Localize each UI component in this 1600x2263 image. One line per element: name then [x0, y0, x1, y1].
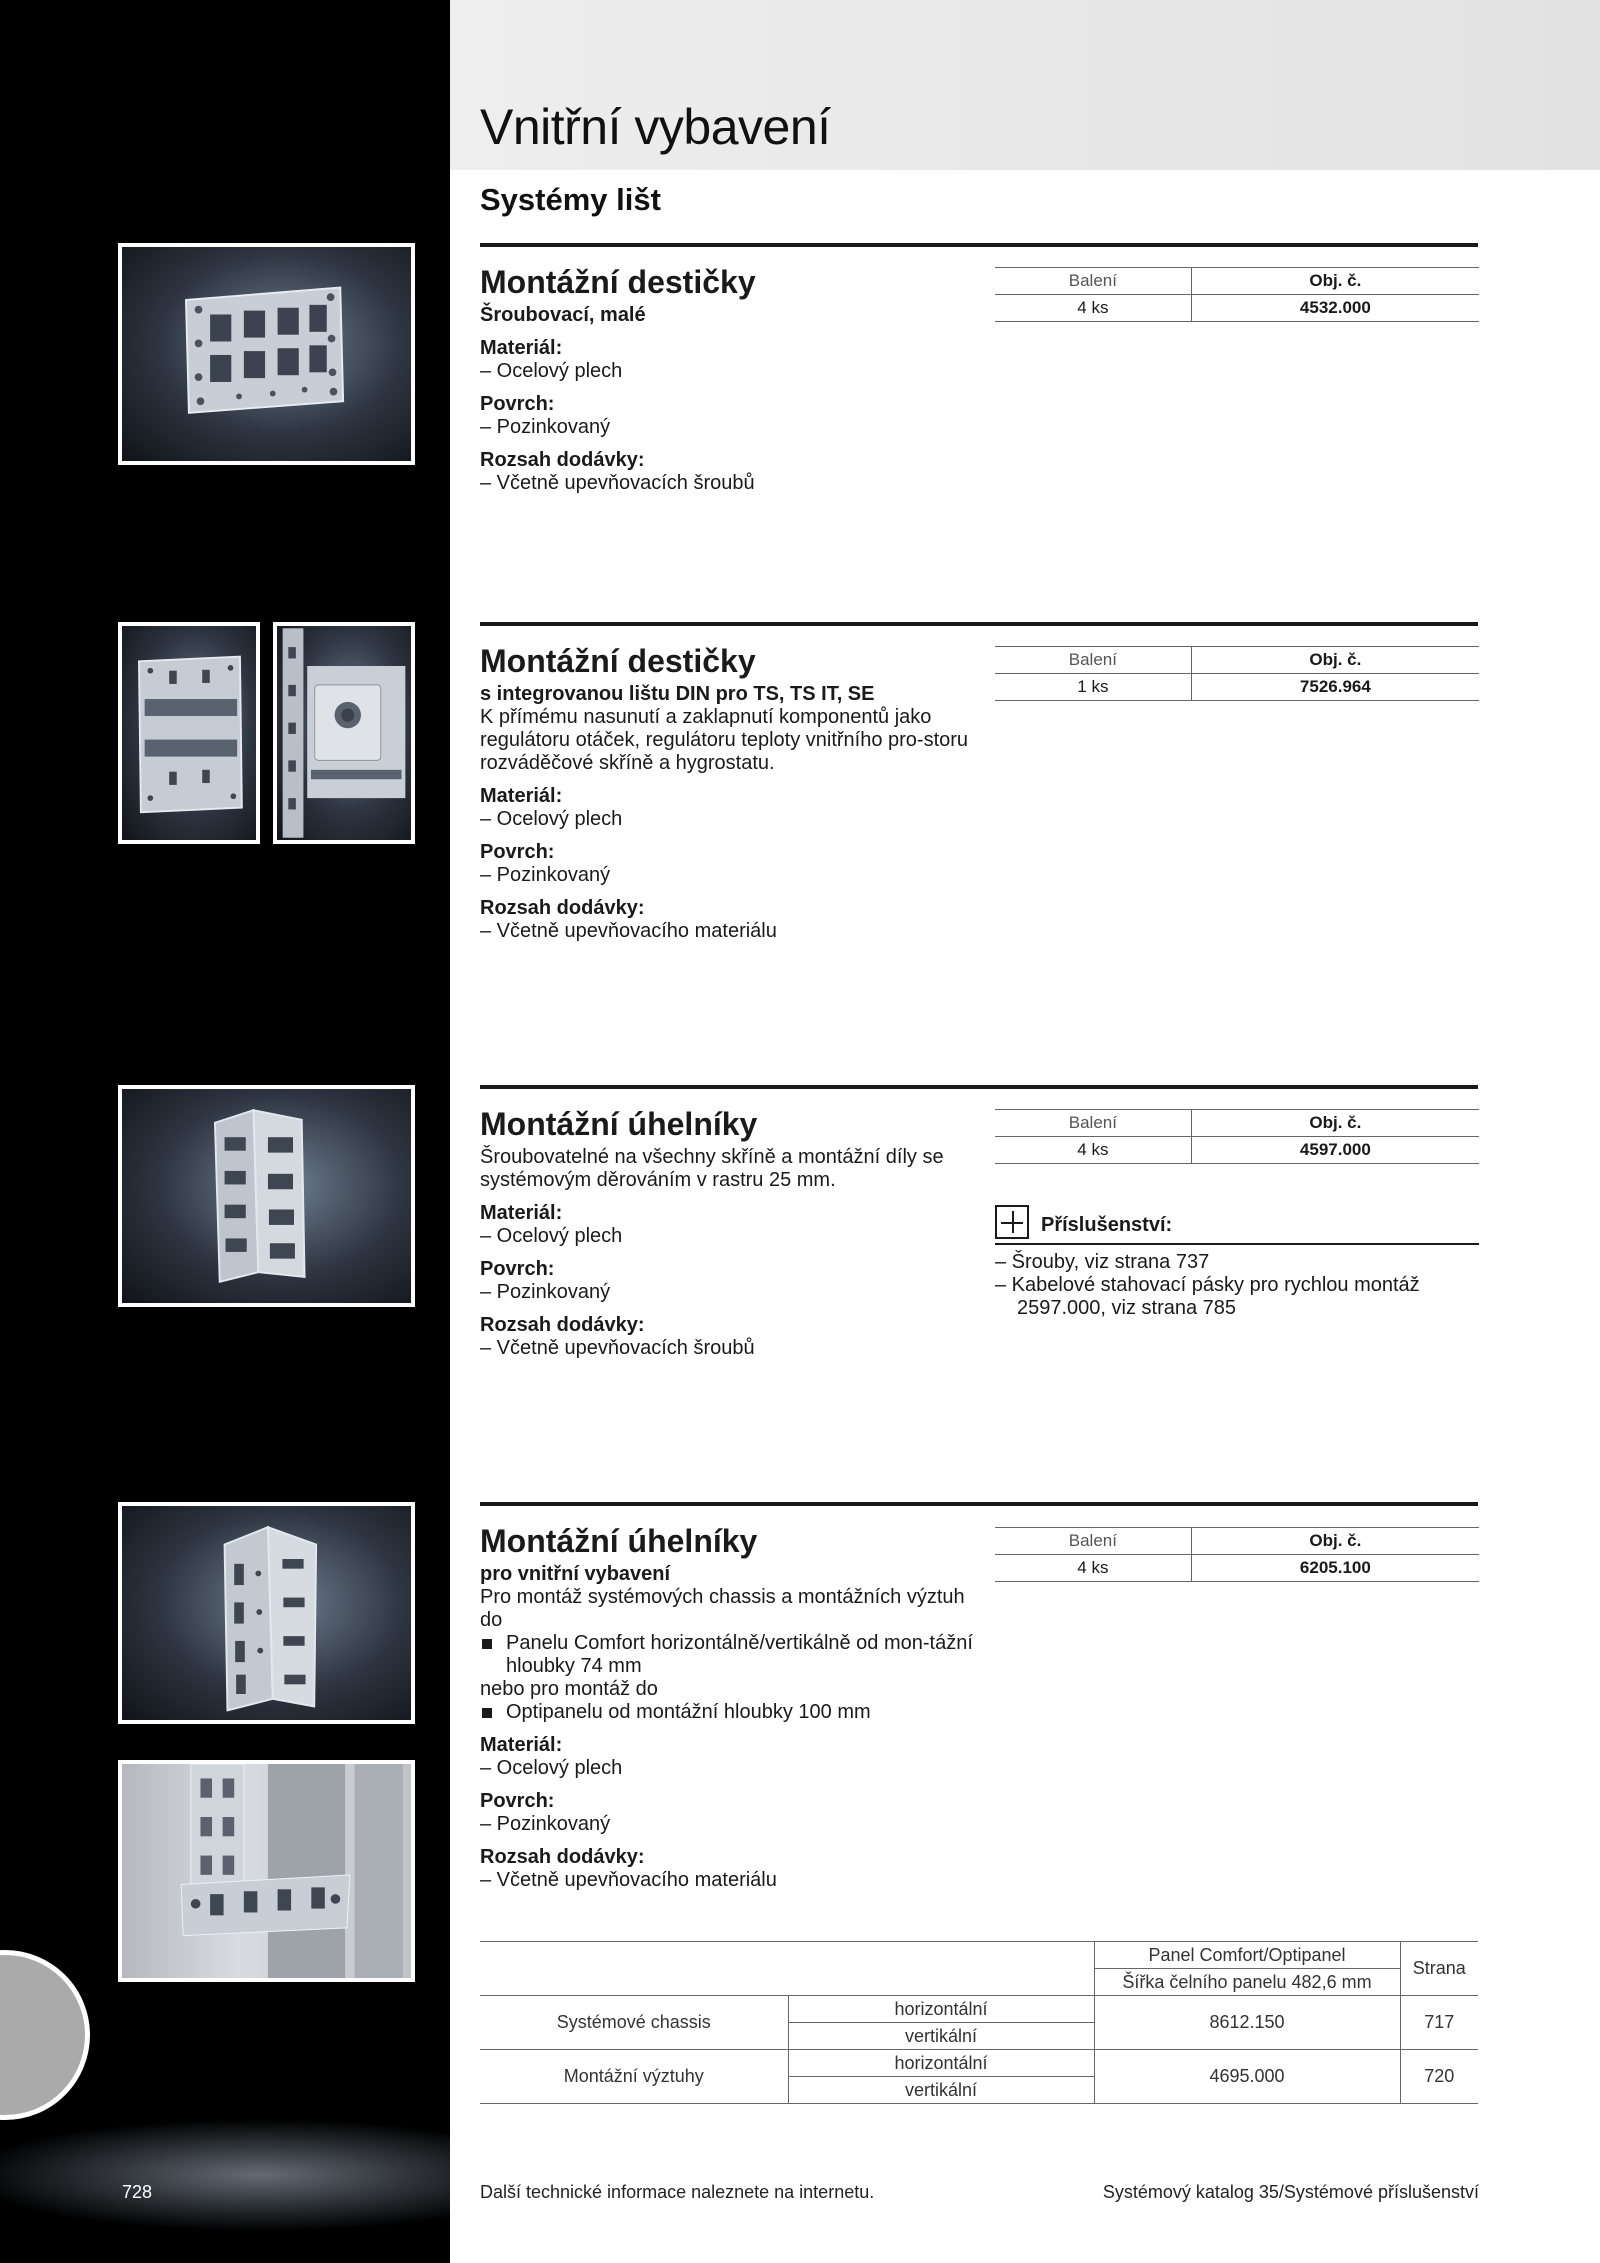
product-photo-angles-installed — [118, 1760, 415, 1982]
product-subtitle: s integrovanou lištu DIN pro TS, TS IT, SE — [480, 683, 875, 705]
row-orientation: horizontální — [788, 2050, 1094, 2077]
product-title: Montážní úhelníky — [480, 1523, 758, 1559]
material-label: Materiál: — [480, 1734, 563, 1756]
row-orientation: horizontální — [788, 1996, 1094, 2023]
product-description: Šroubovatelné na všechny skříně a montážní díly se systémovým děrováním v rastru 25 mm. — [480, 1146, 944, 1191]
product-block-1 — [480, 262, 980, 495]
product-subtitle: pro vnitřní vybavení — [480, 1563, 671, 1585]
accessory-item: – Šrouby, viz strana 737 — [995, 1251, 1210, 1273]
product-photo-mounting-plate-small — [118, 243, 415, 465]
row-orientation: vertikální — [788, 2023, 1094, 2050]
product-photo-din-with-thermostat — [273, 622, 415, 844]
order-no-value: 4597.000 — [1191, 1137, 1479, 1164]
header-panel: Panel Comfort/Optipanel — [1094, 1942, 1400, 1969]
material-label: Materiál: — [480, 785, 563, 807]
accessories-block — [995, 1205, 1479, 1320]
row-page: 717 — [1400, 1996, 1478, 2050]
order-no-value: 6205.100 — [1191, 1555, 1479, 1582]
product-block-2 — [480, 641, 980, 943]
material-value: – Ocelový plech — [480, 808, 623, 830]
material-value: – Ocelový plech — [480, 360, 623, 382]
product-description: K přímému nasunutí a zaklapnutí komponentů jako regulátoru otáček, regulátoru teploty vnitřního pro-storu rozváděčové skříně a hygrostatu. — [480, 706, 969, 774]
product-block-4 — [480, 1521, 980, 1892]
order-no-header: Obj. č. — [1191, 1528, 1479, 1555]
footer-left: Další technické informace naleznete na internetu. — [480, 2182, 875, 2202]
material-label: Materiál: — [480, 337, 563, 359]
product-subtitle: Šroubovací, malé — [480, 304, 646, 326]
order-no-header: Obj. č. — [1191, 1110, 1479, 1137]
section-title: Systémy lišt — [480, 182, 661, 217]
packaging-header: Balení — [995, 1110, 1191, 1137]
row-name: Systémové chassis — [480, 1996, 788, 2050]
product-description: Pro montáž systémových chassis a montážních výztuh do — [480, 1586, 965, 1631]
bullet-item: Panelu Comfort horizontálně/vertikálně od mon-tážní hloubky 74 mm — [480, 1632, 980, 1678]
row-value: 8612.150 — [1094, 1996, 1400, 2050]
packaging-header: Balení — [995, 647, 1191, 674]
material-value: – Ocelový plech — [480, 1225, 623, 1247]
bullet-item: Optipanelu od montážní hloubky 100 mm — [480, 1701, 980, 1724]
scope-value: – Včetně upevňovacího materiálu — [480, 1869, 777, 1891]
material-value: – Ocelový plech — [480, 1757, 623, 1779]
product-title: Montážní destičky — [480, 643, 756, 679]
page-title: Vnitřní vybavení — [480, 99, 831, 155]
or-text: nebo pro montáž do — [480, 1678, 658, 1700]
row-value: 4695.000 — [1094, 2050, 1400, 2104]
footer-right: Systémový katalog 35/Systémové příslušenství — [1102, 2182, 1479, 2202]
packaging-value: 4 ks — [995, 1137, 1191, 1164]
section-rule — [480, 622, 1478, 626]
product-photo-mounting-angles-interior — [118, 1502, 415, 1724]
section-rule — [480, 1502, 1478, 1506]
plus-icon — [995, 1205, 1029, 1239]
surface-label: Povrch: — [480, 393, 555, 415]
packaging-value: 4 ks — [995, 1555, 1191, 1582]
scope-value: – Včetně upevňovacího materiálu — [480, 920, 777, 942]
section-rule — [480, 1085, 1478, 1089]
header-page: Strana — [1400, 1942, 1478, 1996]
surface-value: – Pozinkovaný — [480, 1813, 611, 1835]
product-photo-mounting-plate-din — [118, 622, 260, 844]
row-orientation: vertikální — [788, 2077, 1094, 2104]
surface-label: Povrch: — [480, 841, 555, 863]
product-photo-mounting-angles — [118, 1085, 415, 1307]
surface-label: Povrch: — [480, 1790, 555, 1812]
order-table — [995, 1527, 1479, 1582]
product-block-3 — [480, 1104, 980, 1360]
product-title: Montážní destičky — [480, 264, 756, 300]
packaging-value: 1 ks — [995, 674, 1191, 701]
packaging-header: Balení — [995, 1528, 1191, 1555]
compatibility-table — [480, 1941, 1478, 2104]
order-no-value: 4532.000 — [1191, 295, 1479, 322]
surface-value: – Pozinkovaný — [480, 864, 611, 886]
row-page: 720 — [1400, 2050, 1478, 2104]
product-title: Montážní úhelníky — [480, 1106, 758, 1142]
packaging-header: Balení — [995, 268, 1191, 295]
surface-label: Povrch: — [480, 1258, 555, 1280]
scope-label: Rozsah dodávky: — [480, 1846, 645, 1868]
scope-label: Rozsah dodávky: — [480, 1314, 645, 1336]
scope-value: – Včetně upevňovacích šroubů — [480, 1337, 755, 1359]
page-number: 728 — [122, 2182, 153, 2202]
surface-value: – Pozinkovaný — [480, 1281, 611, 1303]
scope-label: Rozsah dodávky: — [480, 897, 645, 919]
row-name: Montážní výztuhy — [480, 2050, 788, 2104]
header-width: Šířka čelního panelu 482,6 mm — [1094, 1969, 1400, 1996]
accessories-label: Příslušenství: — [1041, 1214, 1173, 1236]
order-no-value: 7526.964 — [1191, 674, 1479, 701]
order-table — [995, 1109, 1479, 1164]
scope-value: – Včetně upevňovacích šroubů — [480, 472, 755, 494]
order-table — [995, 646, 1479, 701]
order-no-header: Obj. č. — [1191, 268, 1479, 295]
material-label: Materiál: — [480, 1202, 563, 1224]
order-no-header: Obj. č. — [1191, 647, 1479, 674]
surface-value: – Pozinkovaný — [480, 416, 611, 438]
accessory-item: – Kabelové stahovací pásky pro rychlou montáž 2597.000, viz strana 785 — [995, 1274, 1420, 1319]
scope-label: Rozsah dodávky: — [480, 449, 645, 471]
order-table — [995, 267, 1479, 322]
section-rule — [480, 243, 1478, 247]
packaging-value: 4 ks — [995, 295, 1191, 322]
